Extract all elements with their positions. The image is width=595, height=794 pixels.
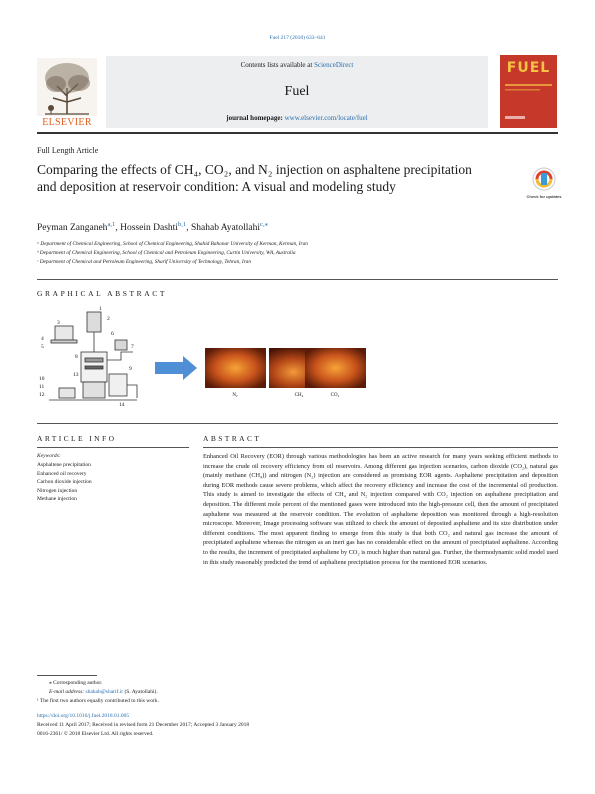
- author-name[interactable]: Peyman Zanganeh: [37, 223, 108, 233]
- received-dates: Received 11 April 2017; Received in revised form 21 December 2017; Accepted 3 January 2018: [37, 722, 250, 728]
- affiliation: ᵃ Department of Chemical Engineering, School of Chemical Engineering, Shahid Bahonar University of Kerman, Kerman, Iran: [37, 241, 308, 247]
- apparatus-label: 7: [131, 344, 134, 350]
- abstract-heading: ABSTRACT: [203, 434, 262, 443]
- affiliation: ᶜ Department of Chemical and Petroleum Engineering, Sharif University of Technology, Tehran, Iran: [37, 259, 251, 265]
- crossmark-badge[interactable]: [530, 167, 558, 205]
- photo-label: CH₄: [294, 393, 304, 398]
- author-list: Peyman Zanganeh$^{a,1}$, Hossein Dashti$^{b,1}$, Shahab Ayatollahi$^{c,⁎}$: [37, 221, 268, 233]
- apparatus-label: 8: [75, 354, 78, 360]
- equal-contribution-note: ¹ The first two authors equally contributed to this work.: [37, 698, 159, 704]
- author-marks[interactable]: c,⁎: [260, 221, 268, 228]
- photo-label: CO₂: [330, 393, 340, 398]
- email-note: [37, 688, 159, 697]
- section-rule: [37, 423, 558, 424]
- author-marks[interactable]: b,1: [177, 221, 187, 228]
- graphical-abstract-figure: [37, 300, 558, 420]
- photo-label: N₂: [232, 393, 238, 398]
- keyword: Carbon dioxide injection: [37, 479, 92, 486]
- keyword: Enhanced oil recovery: [37, 470, 87, 477]
- micrograph-n2: [205, 348, 266, 388]
- flow-arrow: [155, 356, 197, 380]
- keyword: Nitrogen injection: [37, 487, 78, 494]
- abstract-text: Enhanced Oil Recovery (EOR) through various methodologies has been an active research for many years seeking efficient methods to increase the crude oil recovery efficiency from oil reservoirs. Among different gas injection scenarios, carbon dioxide (CO₂), natural gas (mainly methane (CH₄)) and nitrogen (N₂) injection are considered as promising EOR agents. Asphaltene precipitation and deposition during EOR methods cause severe problems, which affect the recovery efficiency and increase the cost of the incremental oil production. This study is aimed to investigate the effects of CH₄ and N₂ injection compared with CO₂ injection on asphaltene precipitation and deposition. The different mole percent of the mentioned gases were introduced into the high-pressure cell, then the amount of precipitated asphaltene was measured at the reservoir condition. The evolution of asphaltene deposition was monitored through a high-resolution microscope. Moreover, Image processing software was utilized to check the amount of deposited asphaltene and its size distribution under different conditions. The most apparent finding to emerge from this study is that both CO₂ and natural gas increase the amount of precipitated asphaltene whereas the nitrogen as an inert gas has no considerable effect on the amount of precipitated asphaltene. According to the results, the increment of precipitated asphaltene by CO₂ is much higher than natural gas. Further, the thermodynamic solid model used in this study reasonably predicted the trend of asphaltene precipitation process for the mentioned EOR scenarios.: [203, 453, 558, 566]
- contents-line: [106, 61, 488, 69]
- publication-info: [37, 712, 249, 739]
- email-prefix: E-mail address:: [49, 689, 86, 695]
- copyright: 0016-2361/ © 2018 Elsevier Ltd. All rights reserved.: [37, 731, 154, 737]
- apparatus-diagram: [49, 312, 137, 400]
- apparatus-label: 3: [57, 320, 60, 326]
- article-info-rule: [37, 447, 189, 448]
- apparatus-label: 6: [111, 331, 114, 337]
- email-link[interactable]: shahab@sharif.ir: [85, 689, 124, 695]
- author-marks[interactable]: a,1: [107, 221, 116, 228]
- apparatus-label: 13: [73, 372, 79, 378]
- section-rule: [37, 279, 558, 280]
- keyword: Methane injection: [37, 496, 77, 503]
- keywords-heading: Keywords:: [37, 453, 61, 459]
- article-title: Comparing the effects of CH₄, CO₂, and N₂ injection on asphaltene precipitation and deposition at reservoir condition: A visual and modeling study: [37, 162, 472, 194]
- apparatus-label: 1: [99, 306, 102, 312]
- doi-link[interactable]: https://doi.org/10.1016/j.fuel.2018.01.005: [37, 713, 130, 719]
- apparatus-label: 14: [119, 402, 125, 408]
- journal-name: Fuel: [284, 84, 310, 99]
- homepage-prefix: journal homepage:: [226, 114, 285, 122]
- apparatus-label: 5: [41, 344, 44, 350]
- graphical-abstract-heading: GRAPHICAL ABSTRACT: [37, 289, 168, 298]
- apparatus-label: 10: [39, 376, 45, 382]
- keyword: Asphaltene precipitation: [37, 462, 91, 468]
- contents-prefix: Contents lists available at: [240, 61, 315, 69]
- homepage-link[interactable]: www.elsevier.com/locate/fuel: [284, 114, 368, 122]
- author-name[interactable]: Shahab Ayatollahi: [190, 223, 261, 233]
- apparatus-label: 2: [107, 316, 110, 322]
- footnotes: [37, 679, 159, 706]
- article-info-heading: ARTICLE INFO: [37, 434, 117, 443]
- elsevier-wordmark: ELSEVIER: [42, 117, 92, 128]
- keyword-list: [37, 461, 92, 504]
- sciencedirect-link[interactable]: ScienceDirect: [314, 61, 354, 69]
- apparatus-label: 4: [41, 336, 44, 342]
- crossmark-label: Check for updates: [526, 194, 562, 199]
- affiliations: [37, 240, 308, 267]
- email-suffix: (S. Ayatollahi).: [123, 689, 158, 695]
- footnote-rule: [37, 675, 97, 676]
- affiliation: ᵇ Department of Chemical Engineering, School of Chemical and Petroleum Engineering, Curtin University, WA, Australia: [37, 250, 296, 256]
- article-type: Full Length Article: [37, 146, 99, 155]
- corresponding-note: ⁎ Corresponding author.: [49, 680, 103, 686]
- micrograph-co2: [305, 348, 366, 388]
- abstract-rule: [203, 447, 558, 448]
- apparatus-label: 9: [129, 366, 132, 372]
- cover-title: FUEL: [506, 60, 551, 76]
- journal-citation: Fuel 217 (2018) 633–641: [269, 35, 326, 41]
- cover-decoration: [503, 80, 554, 124]
- header-rule: [37, 132, 558, 134]
- apparatus-label: 12: [39, 392, 45, 398]
- journal-homepage: [106, 114, 488, 122]
- author-name[interactable]: Hossein Dashti: [120, 223, 178, 233]
- apparatus-label: 11: [39, 384, 45, 390]
